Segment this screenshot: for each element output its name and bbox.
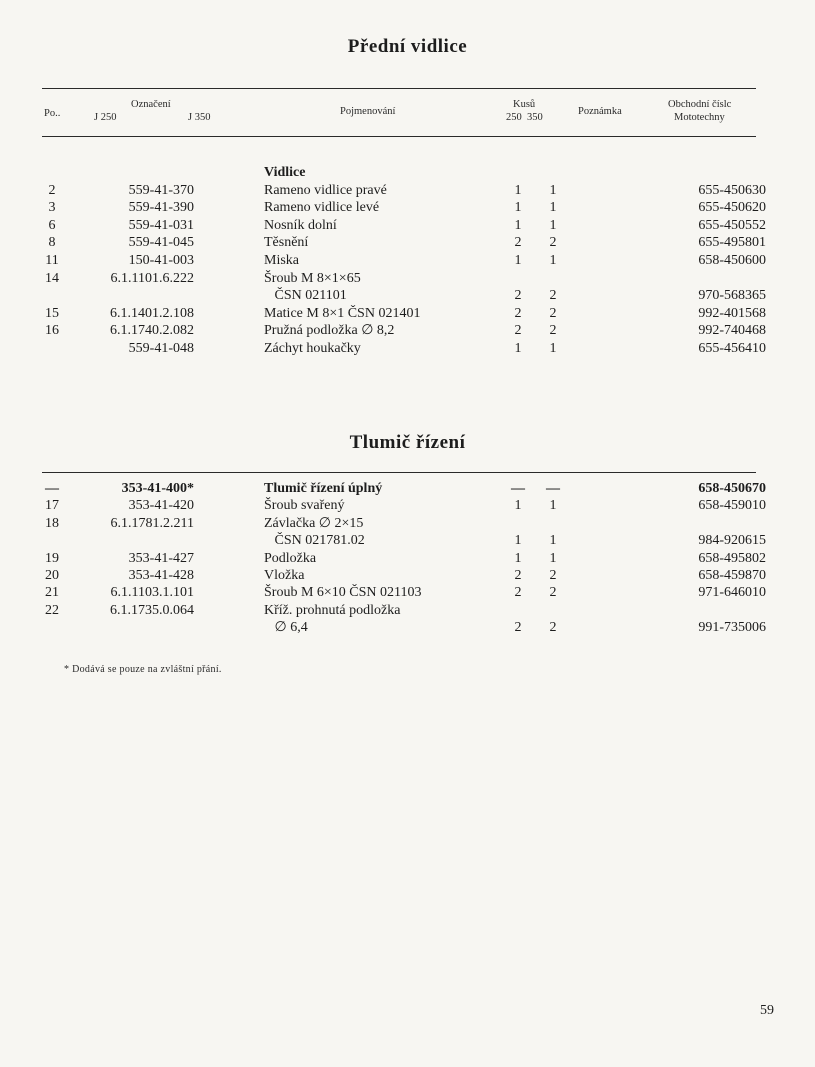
row-position: 18 (45, 515, 59, 531)
row-part-number: 353-41-420 (128, 498, 194, 514)
row-part-number: 6.1.1735.0.064 (110, 602, 194, 618)
row-part-number: 6.1.1781.2.211 (110, 515, 194, 531)
table-row (0, 252, 815, 270)
row-order-number: 658-495802 (698, 550, 766, 566)
row-order-number: 658-450600 (698, 253, 766, 268)
header-poznamka: Poznámka (578, 106, 622, 117)
row-part-number: 353-41-427 (128, 550, 194, 566)
row-part-number: 353-41-400* (121, 481, 194, 496)
row-order-number: 655-456410 (698, 341, 766, 356)
row-part-name: Rameno vidlice levé (264, 200, 380, 216)
table-row (0, 322, 815, 340)
row-position: 11 (45, 253, 59, 268)
header-kusu-sub: 250 350 (506, 112, 543, 123)
table-row (0, 567, 815, 585)
header-mototechny: Mototechny (674, 112, 725, 123)
row-order-number: 971-646010 (698, 585, 766, 601)
row-qty-250: — (511, 481, 525, 496)
row-qty-350: 1 (549, 217, 557, 233)
row-part-name: Kříž. prohnutá podložka (264, 602, 401, 618)
table-row (0, 532, 815, 550)
table-row (0, 305, 815, 323)
row-position: 20 (45, 568, 59, 583)
row-qty-250: 2 (514, 620, 522, 636)
row-qty-250: 1 (514, 533, 522, 549)
row-qty-350: 2 (549, 323, 557, 339)
row-qty-250: 2 (514, 323, 522, 339)
row-position: 14 (45, 270, 59, 286)
row-qty-250: 1 (514, 200, 522, 216)
row-part-name: Podložka (264, 550, 317, 566)
table-row (0, 340, 815, 358)
row-order-number: 970-568365 (698, 288, 766, 304)
row-qty-250: 1 (514, 498, 522, 514)
row-order-number: 655-450620 (698, 200, 766, 216)
row-qty-250: 1 (514, 217, 522, 233)
row-qty-250: 1 (514, 182, 522, 198)
section-title-predni-vidlice: Přední vidlice (347, 36, 468, 57)
row-part-number: 6.1.1101.6.222 (110, 270, 194, 286)
row-qty-250: 2 (514, 585, 522, 601)
row-qty-250: 1 (514, 550, 522, 566)
row-part-name: Vložka (264, 568, 305, 583)
row-qty-350: 2 (549, 288, 557, 304)
header-kusu: Kusů (513, 99, 536, 110)
table-row (0, 164, 815, 182)
row-order-number: 991-735006 (698, 620, 766, 636)
row-position: 21 (45, 585, 59, 601)
row-order-number: 658-450670 (698, 481, 766, 496)
row-part-name: Miska (264, 253, 299, 268)
row-part-number: 559-41-370 (128, 182, 194, 198)
row-part-number: 353-41-428 (128, 568, 194, 583)
row-part-name: Šroub M 6×10 ČSN 021103 (264, 585, 422, 601)
header-j350: J 350 (188, 112, 211, 123)
row-part-number: 559-41-031 (128, 217, 194, 233)
row-order-number: 658-459870 (698, 568, 766, 583)
page-number: 59 (760, 1003, 774, 1018)
row-part-name: ČSN 021781.02 (264, 533, 365, 549)
header-top-rule (42, 88, 756, 89)
row-position: 15 (45, 305, 59, 321)
row-qty-250: 2 (514, 235, 522, 251)
footnote: * Dodává se pouze na zvláštní přání. (64, 664, 222, 675)
row-position: 6 (48, 217, 56, 233)
row-qty-250: 1 (514, 341, 522, 356)
row-order-number: 658-459010 (698, 498, 766, 514)
row-part-name: Tlumič řízení úplný (264, 481, 383, 496)
row-qty-250: 2 (514, 288, 522, 304)
header-pojmenovani: Pojmenování (340, 106, 396, 117)
row-qty-350: 1 (549, 182, 557, 198)
row-qty-250: 2 (514, 305, 522, 321)
row-position: 22 (45, 602, 59, 618)
table-row (0, 550, 815, 568)
table-row (0, 584, 815, 602)
row-qty-350: 1 (549, 498, 557, 514)
row-part-name: Šroub svařený (264, 498, 345, 514)
row-part-number: 150-41-003 (128, 253, 194, 268)
row-part-number: 559-41-048 (128, 341, 194, 356)
row-qty-350: 1 (549, 341, 557, 356)
row-qty-350: 1 (549, 253, 557, 268)
row-qty-350: 1 (549, 200, 557, 216)
row-qty-350: 1 (549, 533, 557, 549)
row-part-name: Záchyt houkačky (264, 341, 361, 356)
row-qty-350: 2 (549, 585, 557, 601)
row-position: — (45, 481, 59, 496)
header-pos: Po.. (44, 108, 61, 119)
row-position: 3 (48, 200, 56, 216)
row-part-name: Rameno vidlice pravé (264, 182, 387, 198)
table-row (0, 182, 815, 200)
row-qty-350: 2 (549, 568, 557, 583)
row-part-name: Vidlice (264, 165, 306, 180)
row-part-name: Matice M 8×1 ČSN 021401 (264, 305, 421, 321)
row-qty-350: 2 (549, 305, 557, 321)
row-part-number: 6.1.1401.2.108 (110, 305, 194, 321)
table-row (0, 217, 815, 235)
table-row (0, 287, 815, 305)
section-title-tlumic-rizeni: Tlumič řízení (349, 432, 466, 453)
row-qty-350: — (546, 481, 560, 496)
header-j250: J 250 (94, 112, 117, 123)
header-oznaceni: Označení (131, 99, 171, 110)
table-row (0, 619, 815, 637)
row-qty-350: 2 (549, 235, 557, 251)
row-position: 16 (45, 323, 59, 339)
row-part-name: Pružná podložka ∅ 8,2 (264, 323, 395, 339)
row-part-number: 6.1.1103.1.101 (110, 585, 194, 601)
row-qty-350: 1 (549, 550, 557, 566)
table-row (0, 199, 815, 217)
row-position: 8 (48, 235, 56, 251)
table-row (0, 270, 815, 288)
row-order-number: 992-401568 (698, 305, 766, 321)
row-position: 2 (48, 182, 56, 198)
header-bottom-rule (42, 136, 756, 137)
table-row (0, 497, 815, 515)
table-row (0, 480, 815, 498)
row-qty-250: 1 (514, 253, 522, 268)
row-order-number: 655-450630 (698, 182, 766, 198)
table-row (0, 515, 815, 533)
row-position: 19 (45, 550, 59, 566)
row-part-number: 6.1.1740.2.082 (110, 323, 194, 339)
row-order-number: 655-495801 (698, 235, 766, 251)
row-part-name: ∅ 6,4 (264, 620, 308, 636)
row-order-number: 992-740468 (698, 323, 766, 339)
table-row (0, 234, 815, 252)
row-qty-250: 2 (514, 568, 522, 583)
row-order-number: 984-920615 (698, 533, 766, 549)
row-part-name: Nosník dolní (264, 217, 337, 233)
row-order-number: 655-450552 (698, 217, 766, 233)
row-qty-350: 2 (549, 620, 557, 636)
row-part-name: Těsnění (264, 235, 309, 251)
row-part-name: Závlačka ∅ 2×15 (264, 515, 364, 531)
row-part-number: 559-41-390 (128, 200, 194, 216)
section2-top-rule (42, 472, 756, 473)
row-position: 17 (45, 498, 59, 514)
table-row (0, 602, 815, 620)
header-obchodni: Obchodní číslc (668, 99, 732, 110)
row-part-name: Šroub M 8×1×65 (264, 270, 361, 286)
row-part-name: ČSN 021101 (264, 288, 347, 304)
row-part-number: 559-41-045 (128, 235, 194, 251)
